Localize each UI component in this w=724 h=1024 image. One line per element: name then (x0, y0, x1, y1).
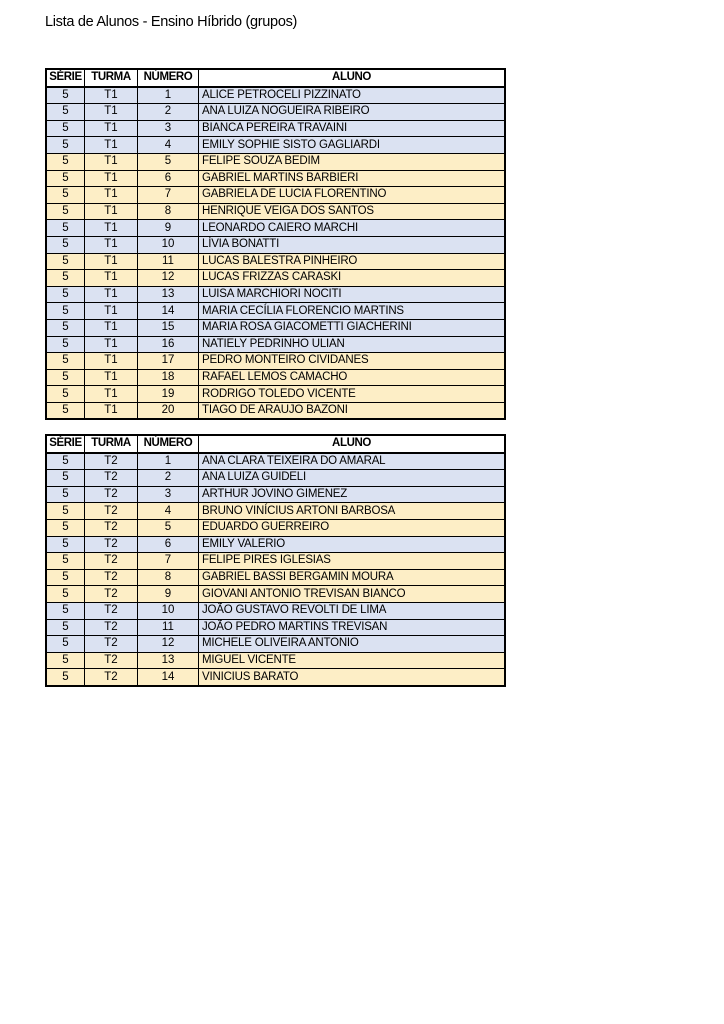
cell-numero: 8 (138, 203, 199, 220)
cell-aluno: MIGUEL VICENTE (199, 652, 506, 669)
cell-turma: T2 (85, 470, 138, 487)
table-row (46, 187, 505, 204)
cell-numero: 3 (138, 120, 199, 137)
cell-aluno: LEONARDO CAIERO MARCHI (199, 220, 506, 237)
cell-turma: T2 (85, 669, 138, 686)
header-aluno: ALUNO (199, 69, 506, 87)
cell-aluno: LUCAS BALESTRA PINHEIRO (199, 253, 506, 270)
cell-serie: 5 (46, 203, 85, 220)
cell-serie: 5 (46, 336, 85, 353)
cell-aluno: ANA CLARA TEIXEIRA DO AMARAL (199, 453, 506, 470)
header-numero: NÚMERO (138, 69, 199, 87)
cell-turma: T1 (85, 137, 138, 154)
cell-turma: T1 (85, 203, 138, 220)
cell-aluno: HENRIQUE VEIGA DOS SANTOS (199, 203, 506, 220)
table-row (46, 369, 505, 386)
table-row (46, 153, 505, 170)
cell-serie: 5 (46, 170, 85, 187)
cell-numero: 4 (138, 503, 199, 520)
cell-serie: 5 (46, 104, 85, 121)
cell-aluno: TIAGO DE ARAUJO BAZONI (199, 402, 506, 419)
cell-numero: 9 (138, 586, 199, 603)
cell-turma: T1 (85, 386, 138, 403)
student-table-t1 (45, 68, 506, 420)
cell-numero: 10 (138, 602, 199, 619)
table-header-row (46, 435, 505, 453)
cell-serie: 5 (46, 319, 85, 336)
cell-aluno: JOÃO GUSTAVO REVOLTI DE LIMA (199, 602, 506, 619)
cell-serie: 5 (46, 220, 85, 237)
header-turma: TURMA (85, 69, 138, 87)
cell-turma: T1 (85, 153, 138, 170)
table-row (46, 652, 505, 669)
cell-turma: T1 (85, 170, 138, 187)
cell-serie: 5 (46, 619, 85, 636)
cell-numero: 7 (138, 187, 199, 204)
cell-serie: 5 (46, 553, 85, 570)
cell-numero: 6 (138, 170, 199, 187)
cell-serie: 5 (46, 669, 85, 686)
cell-aluno: RAFAEL LEMOS CAMACHO (199, 369, 506, 386)
cell-numero: 14 (138, 669, 199, 686)
cell-serie: 5 (46, 652, 85, 669)
cell-turma: T2 (85, 519, 138, 536)
cell-numero: 6 (138, 536, 199, 553)
cell-aluno: GABRIELA DE LUCIA FLORENTINO (199, 187, 506, 204)
table-row (46, 619, 505, 636)
cell-turma: T2 (85, 569, 138, 586)
cell-numero: 3 (138, 486, 199, 503)
header-turma: TURMA (85, 435, 138, 453)
cell-numero: 8 (138, 569, 199, 586)
cell-aluno: ALICE PETROCELI PIZZINATO (199, 87, 506, 104)
cell-serie: 5 (46, 153, 85, 170)
cell-serie: 5 (46, 636, 85, 653)
table-row (46, 137, 505, 154)
cell-serie: 5 (46, 402, 85, 419)
cell-serie: 5 (46, 253, 85, 270)
cell-serie: 5 (46, 270, 85, 287)
table-row (46, 519, 505, 536)
cell-aluno: EMILY SOPHIE SISTO GAGLIARDI (199, 137, 506, 154)
table-row (46, 303, 505, 320)
cell-aluno: ANA LUIZA GUIDELI (199, 470, 506, 487)
cell-turma: T2 (85, 602, 138, 619)
cell-numero: 2 (138, 104, 199, 121)
cell-turma: T2 (85, 586, 138, 603)
cell-aluno: LÍVIA BONATTI (199, 236, 506, 253)
cell-serie: 5 (46, 369, 85, 386)
cell-turma: T1 (85, 286, 138, 303)
cell-turma: T1 (85, 220, 138, 237)
cell-serie: 5 (46, 87, 85, 104)
cell-numero: 12 (138, 270, 199, 287)
cell-serie: 5 (46, 470, 85, 487)
cell-serie: 5 (46, 386, 85, 403)
cell-numero: 10 (138, 236, 199, 253)
cell-turma: T2 (85, 619, 138, 636)
cell-turma: T1 (85, 303, 138, 320)
cell-aluno: BRUNO VINÍCIUS ARTONI BARBOSA (199, 503, 506, 520)
cell-turma: T1 (85, 319, 138, 336)
table-row (46, 120, 505, 137)
cell-serie: 5 (46, 137, 85, 154)
table-row (46, 586, 505, 603)
table-row (46, 402, 505, 419)
cell-turma: T2 (85, 536, 138, 553)
cell-aluno: LUCAS FRIZZAS CARASKI (199, 270, 506, 287)
cell-aluno: BIANCA PEREIRA TRAVAINI (199, 120, 506, 137)
cell-aluno: VINICIUS BARATO (199, 669, 506, 686)
cell-turma: T1 (85, 253, 138, 270)
cell-numero: 14 (138, 303, 199, 320)
cell-numero: 19 (138, 386, 199, 403)
cell-turma: T2 (85, 636, 138, 653)
table-row (46, 286, 505, 303)
table-row (46, 236, 505, 253)
cell-serie: 5 (46, 236, 85, 253)
table-header-row (46, 69, 505, 87)
student-table-t2 (45, 434, 506, 687)
cell-numero: 7 (138, 553, 199, 570)
cell-turma: T1 (85, 270, 138, 287)
cell-numero: 13 (138, 652, 199, 669)
cell-aluno: EDUARDO GUERREIRO (199, 519, 506, 536)
cell-turma: T1 (85, 402, 138, 419)
cell-aluno: MARIA ROSA GIACOMETTI GIACHERINI (199, 319, 506, 336)
cell-serie: 5 (46, 303, 85, 320)
cell-aluno: ARTHUR JOVINO GIMENEZ (199, 486, 506, 503)
document-title: Lista de Alunos - Ensino Híbrido (grupos) (45, 14, 298, 30)
table-row (46, 486, 505, 503)
cell-numero: 11 (138, 619, 199, 636)
cell-aluno: MICHELE OLIVEIRA ANTONIO (199, 636, 506, 653)
table-row (46, 87, 505, 104)
header-numero: NÚMERO (138, 435, 199, 453)
cell-aluno: GIOVANI ANTONIO TREVISAN BIANCO (199, 586, 506, 603)
cell-numero: 4 (138, 137, 199, 154)
table-row (46, 220, 505, 237)
table-row (46, 602, 505, 619)
cell-numero: 5 (138, 519, 199, 536)
cell-turma: T2 (85, 486, 138, 503)
cell-aluno: NATIELY PEDRINHO ULIAN (199, 336, 506, 353)
table-row (46, 536, 505, 553)
cell-serie: 5 (46, 286, 85, 303)
table-row (46, 636, 505, 653)
cell-serie: 5 (46, 187, 85, 204)
table-row (46, 170, 505, 187)
cell-serie: 5 (46, 602, 85, 619)
cell-aluno: MARIA CECÍLIA FLORENCIO MARTINS (199, 303, 506, 320)
cell-turma: T1 (85, 236, 138, 253)
cell-turma: T1 (85, 120, 138, 137)
cell-aluno: PEDRO MONTEIRO CIVIDANES (199, 353, 506, 370)
cell-aluno: GABRIEL BASSI BERGAMIN MOURA (199, 569, 506, 586)
cell-turma: T1 (85, 353, 138, 370)
table-row (46, 669, 505, 686)
cell-turma: T1 (85, 187, 138, 204)
table-row (46, 336, 505, 353)
header-aluno: ALUNO (199, 435, 506, 453)
table-row (46, 470, 505, 487)
cell-numero: 20 (138, 402, 199, 419)
table-row (46, 569, 505, 586)
cell-serie: 5 (46, 120, 85, 137)
cell-aluno: RODRIGO TOLEDO VICENTE (199, 386, 506, 403)
cell-serie: 5 (46, 519, 85, 536)
cell-numero: 2 (138, 470, 199, 487)
cell-numero: 13 (138, 286, 199, 303)
cell-numero: 12 (138, 636, 199, 653)
cell-turma: T2 (85, 553, 138, 570)
cell-turma: T1 (85, 369, 138, 386)
cell-aluno: EMILY VALERIO (199, 536, 506, 553)
cell-numero: 1 (138, 453, 199, 470)
cell-serie: 5 (46, 486, 85, 503)
cell-turma: T1 (85, 336, 138, 353)
cell-aluno: JOÃO PEDRO MARTINS TREVISAN (199, 619, 506, 636)
table-row (46, 453, 505, 470)
cell-numero: 17 (138, 353, 199, 370)
table-row (46, 104, 505, 121)
cell-turma: T2 (85, 503, 138, 520)
cell-serie: 5 (46, 503, 85, 520)
cell-aluno: FELIPE SOUZA BEDIM (199, 153, 506, 170)
cell-aluno: GABRIEL MARTINS BARBIERI (199, 170, 506, 187)
table-row (46, 319, 505, 336)
cell-serie: 5 (46, 536, 85, 553)
cell-serie: 5 (46, 569, 85, 586)
cell-serie: 5 (46, 353, 85, 370)
table-row (46, 386, 505, 403)
cell-numero: 16 (138, 336, 199, 353)
header-serie: SÉRIE (46, 69, 85, 87)
table-row (46, 203, 505, 220)
table-row (46, 253, 505, 270)
cell-aluno: LUISA MARCHIORI NOCITI (199, 286, 506, 303)
cell-numero: 18 (138, 369, 199, 386)
cell-numero: 9 (138, 220, 199, 237)
cell-serie: 5 (46, 586, 85, 603)
cell-turma: T2 (85, 453, 138, 470)
cell-turma: T2 (85, 652, 138, 669)
header-serie: SÉRIE (46, 435, 85, 453)
cell-aluno: ANA LUIZA NOGUEIRA RIBEIRO (199, 104, 506, 121)
cell-numero: 15 (138, 319, 199, 336)
cell-numero: 11 (138, 253, 199, 270)
table-row (46, 553, 505, 570)
cell-serie: 5 (46, 453, 85, 470)
table-row (46, 503, 505, 520)
cell-numero: 5 (138, 153, 199, 170)
cell-turma: T1 (85, 87, 138, 104)
cell-aluno: FELIPE PIRES IGLESIAS (199, 553, 506, 570)
cell-turma: T1 (85, 104, 138, 121)
table-row (46, 353, 505, 370)
table-row (46, 270, 505, 287)
cell-numero: 1 (138, 87, 199, 104)
